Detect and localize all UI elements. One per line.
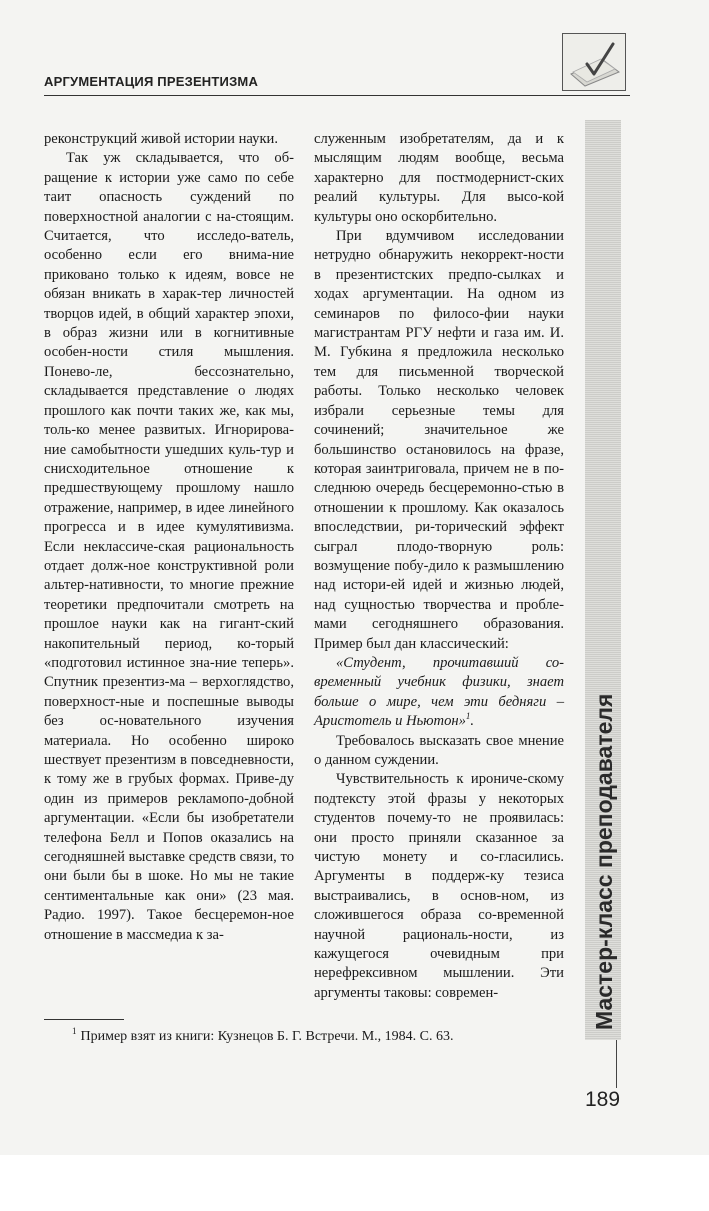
footnote-marker: 1 bbox=[72, 1026, 77, 1037]
paragraph: При вдумчивом исследовании нетрудно обнаружить некоррект-ности в презентистских предпо-сылках и ходах аргументации. На одном из семинаров по филосо-фии науки магистрантам РГУ нефти и газа им. И. М. Губкина я предложила несколько тем для письменной творческой работы. Только несколько человек избрали серьезные темы для сочинений; значительное же большинство остановилось на фразе, которая заинтриговала, причем не в по-следнюю очередь бесцеремонно-стью в отношении к прошлому. Как оказалось впоследствии, ри-торический эффект сыграл плодо-творную роль: возмущение побу-дило к размышлению над истори-ей идей и жизнью людей, над сущностью творчества и пробле-мами сегодняшнего образования. Пример был дан классический: bbox=[314, 228, 564, 652]
paragraph: служенным изобретателям, да и к мыслящим людям вообще, весьма характерно для постмодернист-ских реалий культуры. Для высо-кой культуры оно оскорбительно. bbox=[314, 131, 564, 225]
text-column-right bbox=[314, 130, 564, 1003]
section-label bbox=[584, 990, 709, 1030]
footnote bbox=[72, 1028, 592, 1046]
footnote-divider bbox=[44, 1019, 124, 1020]
page-number: 189 bbox=[585, 1088, 621, 1111]
paragraph: Чувствительность к ирониче-скому подтексту этой фразы у некоторых студентов почему-то не проявилась: они просто приняли сказанное за чистую монету и со-гласились. Аргументы в поддерж-ку тезиса выстраивались, в основ-ном, из сложившегося образа со-временной научной рациональ-ности, из кажущегося очевидным при нерефрексивном мышлении. Эти аргументы таковы: современ- bbox=[314, 771, 564, 1001]
paragraph: Так уж складывается, что об-ращение к истории уже само по себе таит опасность суждений по поверхностной аналогии с на-стоящим. Считается, что исследо-ватель, особенно если его внима-ние приковано только к идеям, вовсе не обязан вникать в харак-тер личностей творцов идей, в общий характер эпохи, в образ жизни или в когнитивные особен-ности стиля мышления. Понево-ле, бессознательно, складывается представление о людях прошлого как почти таких же, как мы, толь-ко менее развитых. Игнорирова-ние самобытности ушедших куль-тур и снисходительное отношение к предшествующему прошлому нашло отражение, например, в идее линейного прогресса и в идее кумулятивизма. Если неклассиче-ская рациональность отдает долж-ное конструктивной роли альтер-нативности, то многие прежние теоретики предпочитали смотреть на прошлое науки как на гигант-ский накопительный период, ко-торый «подготовил истинное зна-ние теперь». Спутник презентиз-ма – верхоглядство, поверхност-ные и поспешные выводы без ос-новательного изучения материала. Но особенно широко шествует презентизм в повседневности, к тому же в грубых формах. Приве-ду один из примеров рекламопо-добной аргументации. «Если бы изобретатели телефона Белл и Попов оказались на сегодняшней выставке средств связи, то они были бы в шоке. Но мы не такие сентиментальные как они» (23 мая. Радио. 1997). Такое бесцеремон-ное отношение в массмедиа к за- bbox=[44, 150, 294, 943]
paragraph: Требовалось высказать свое мнение о данном суждении. bbox=[314, 732, 564, 768]
quotation: «Студент, прочитавший со-временный учебник физики, знает больше о мире, чем эти бедняги – Аристотель и Ньютон»$^1$. bbox=[314, 654, 564, 730]
header-logo bbox=[562, 33, 626, 91]
paragraph: реконструкций живой истории науки. bbox=[44, 131, 278, 147]
footnote-reference[interactable]: 1 bbox=[465, 711, 471, 722]
running-header: АРГУМЕНТАЦИЯ ПРЕЗЕНТИЗМА bbox=[44, 74, 259, 89]
quotation-text: «Студент, прочитавший со-временный учебник физики, знает больше о мире, чем эти бедняги – Аристотель и Ньютон» bbox=[314, 654, 564, 730]
scan-margin bbox=[0, 1155, 709, 1211]
page-number-rule bbox=[616, 1040, 617, 1088]
header-divider bbox=[44, 95, 630, 96]
footnote-text: Пример взят из книги: Кузнецов Б. Г. Встречи. М., 1984. С. 63. bbox=[80, 1029, 454, 1044]
text-column-left bbox=[44, 130, 294, 945]
checkmark-paper-icon bbox=[563, 34, 625, 90]
